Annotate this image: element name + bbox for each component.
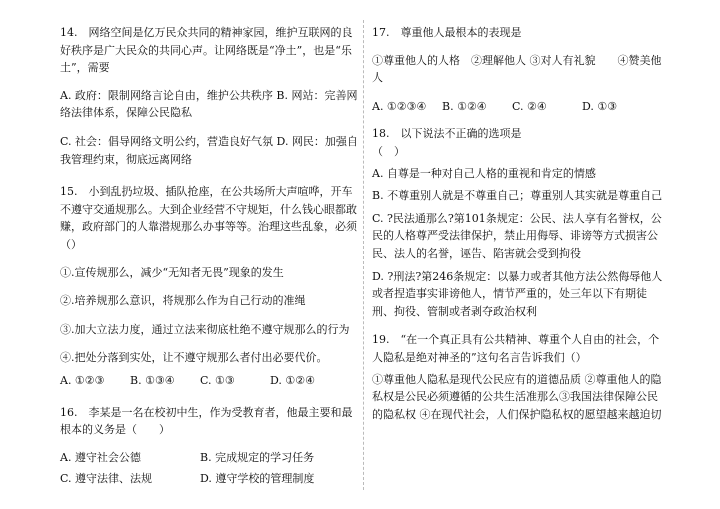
question-18-option-d: D. ?刑法?第246条规定：以暴力或者其他方法公然侮辱他人或者捏造事实诽谤他人，情节严重的，处三年以下有期徒刑、拘役、管制或者剥夺政治权利 — [372, 269, 663, 318]
answer-c: C. ①③ — [200, 373, 235, 387]
right-column — [372, 24, 668, 428]
question-14-option-cd: C. 社会：倡导网络文明公约，营造良好气氛 D. 网民：加强自我管理约束，彻底远离网络 — [60, 134, 358, 166]
answer-d: D. ①③ — [582, 99, 618, 113]
question-17-answers — [372, 98, 668, 116]
answer-b: B. ①③④ — [130, 373, 175, 387]
question-16-stem: 16. 李某是一名在校初中生，作为受教育者，他最主要和最根本的义务是（ ） — [60, 405, 353, 437]
answer-a: A. ①②③④ — [372, 99, 427, 113]
question-16-options-row-1 — [60, 449, 358, 467]
answer-c: C. ②④ — [512, 99, 547, 113]
question-15-answers — [60, 372, 358, 390]
question-15-item-4: ④.把处分落到实处，让不遵守规那么者付出必要代价。 — [60, 351, 328, 365]
question-16 — [60, 404, 358, 488]
question-17-items: ①尊重他人的人格 ②理解他人 ③对人有礼貌 ④赞美他人 — [372, 53, 662, 85]
question-19 — [372, 331, 668, 423]
question-19-body: ①尊重他人隐私是现代公民应有的道德品质 ②尊重他人的隐私权是公民必须遵循的公共生活准那么③我国法律保障公民的隐私权 ④在现代社会，人们保护隐私权的愿望越来越迫切 — [372, 372, 662, 421]
question-15-item-2: ②.培养规那么意识，将规那么作为自己行动的准绳 — [60, 294, 306, 308]
answer-a: A. ①②③ — [60, 373, 105, 387]
question-15-item-3: ③.加大立法力度，通过立法来彻底杜绝不遵守规那么的行为 — [60, 322, 350, 336]
left-column — [60, 24, 358, 492]
answer-d: D. ①②④ — [270, 373, 316, 387]
question-14 — [60, 24, 358, 168]
question-14-option-ab: A. 政府：限制网络言论自由，维护公共秩序 B. 网站：完善网络法律体系，保障公民隐私 — [60, 88, 358, 120]
question-15-item-1: ①.宣传规那么，减少“无知者无畏”现象的发生 — [60, 265, 284, 279]
question-18-option-c: C. ?民法通那么?第101条规定：公民、法人享有名誉权，公民的人格尊严受法律保护，禁止用侮辱、诽谤等方式损害公民、法人的名誉，诬告、陷害就会受到拘役 — [372, 211, 662, 260]
answer-b: B. ①②④ — [442, 99, 487, 113]
question-14-stem: 14. 网络空间是亿万民众共同的精神家园，维护互联网的良好秩序是广大民众的共同心声。让网络既是“净土”，也是“乐土”，需要 — [60, 26, 353, 75]
question-17-stem: 17. 尊重他人最根本的表现是 — [372, 26, 522, 39]
option-d: D. 遵守学校的管理制度 — [200, 472, 315, 486]
question-16-options-row-2 — [60, 470, 358, 488]
question-18-answer-blank: （ ） — [372, 144, 405, 158]
option-a: A. 遵守社会公德 — [60, 450, 141, 464]
option-c: C. 遵守法律、法规 — [60, 472, 153, 486]
question-18-stem: 18. 以下说法不正确的选项是 — [372, 127, 522, 141]
option-b: B. 完成规定的学习任务 — [200, 450, 315, 464]
question-19-stem: 19. “在一个真正具有公共精神、尊重个人自由的社会，个人隐私是绝对神圣的”这句名言告诉我们（） — [372, 333, 660, 364]
question-18-option-b: B. 不尊重别人就是不尊重自己；尊重别人其实就是尊重自己 — [372, 189, 663, 203]
column-divider — [363, 20, 364, 490]
question-18 — [372, 125, 668, 320]
question-15 — [60, 183, 358, 389]
question-15-stem: 15. 小到乱扔垃圾、插队抢座，在公共场所大声喧哗，开车不遵守交通规那么。大到企业经营不守规矩，什么钱心眼都敢赚，政府部门的人靠潜规那么办事等等。治理这些乱象，必须（） — [60, 185, 357, 251]
question-18-option-a: A. 自尊是一种对自己人格的重视和肯定的情感 — [372, 166, 596, 180]
question-17 — [372, 24, 668, 115]
